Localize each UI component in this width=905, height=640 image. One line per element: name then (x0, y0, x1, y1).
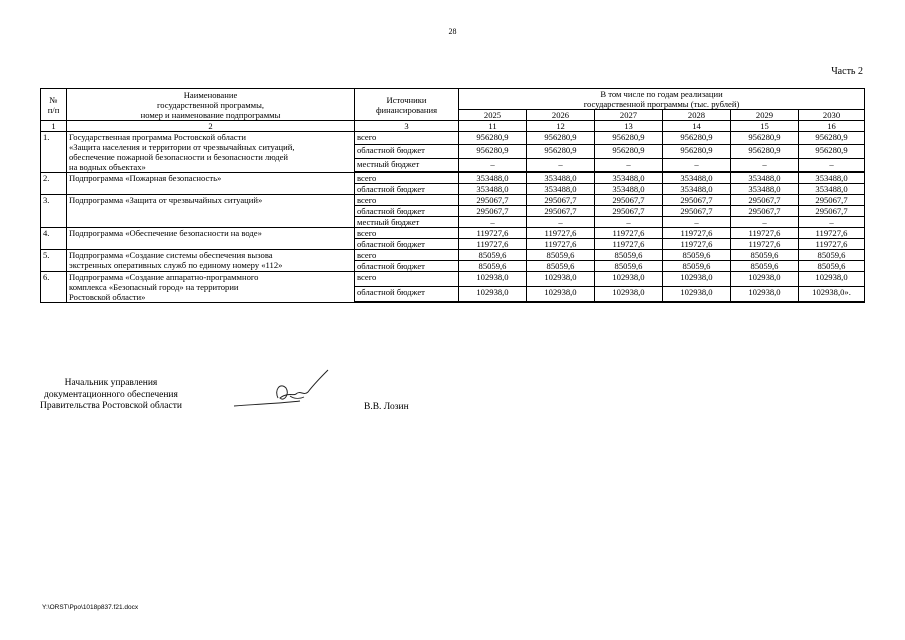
amount-cell (527, 301, 595, 302)
header-index-cell: 11 (459, 121, 527, 132)
amount-cell: 956280,9 (799, 132, 865, 145)
program-name: Подпрограмма «Защита от чрезвычайных ситуаций» (67, 195, 355, 228)
funding-source: областной бюджет (355, 184, 459, 195)
amount-cell: 353488,0 (595, 184, 663, 195)
row-number: 4. (41, 228, 67, 250)
amount-cell: 353488,0 (459, 173, 527, 184)
financing-table (40, 88, 865, 303)
header-year: 2030 (799, 110, 865, 121)
program-name: Подпрограмма «Обеспечение безопасности на воде» (67, 228, 355, 250)
amount-cell: 85059,6 (527, 261, 595, 272)
row-number: 6. (41, 272, 67, 303)
amount-cell (663, 301, 731, 302)
header-index-cell: 16 (799, 121, 865, 132)
amount-cell: 119727,6 (595, 239, 663, 250)
amount-cell: 353488,0 (731, 173, 799, 184)
signer-name: В.В. Лозин (364, 402, 409, 412)
amount-cell: 85059,6 (799, 250, 865, 261)
amount-cell: – (731, 158, 799, 171)
signature-position: Начальник управления документационного обеспечения Правительства Ростовской области (40, 378, 182, 411)
amount-cell: 119727,6 (459, 228, 527, 239)
header-num: № п/п (41, 89, 67, 121)
header-source: Источники финансирования (355, 89, 459, 121)
table-row (41, 250, 865, 261)
amount-cell: 85059,6 (799, 261, 865, 272)
header-index-cell: 13 (595, 121, 663, 132)
amount-cell: 353488,0 (527, 184, 595, 195)
amount-cell: 956280,9 (527, 132, 595, 145)
amount-cell: 956280,9 (799, 145, 865, 158)
amount-cell: – (459, 217, 527, 228)
amount-cell: – (459, 158, 527, 171)
amount-cell: 353488,0 (663, 184, 731, 195)
amount-cell (799, 301, 865, 302)
amount-cell: 85059,6 (459, 261, 527, 272)
amount-cell: 353488,0 (527, 173, 595, 184)
header-year: 2025 (459, 110, 527, 121)
amount-cell: 295067,7 (595, 206, 663, 217)
header-index-cell: 15 (731, 121, 799, 132)
funding-source: областной бюджет (355, 261, 459, 272)
header-name: Наименование государственной программы, номер и наименование подпрограммы (67, 89, 355, 121)
amount-cell: 119727,6 (731, 228, 799, 239)
header-index-cell: 1 (41, 121, 67, 132)
amount-cell: – (799, 158, 865, 171)
amount-cell: 102938,0 (459, 286, 527, 301)
header-years-group: В том числе по годам реализации государственной программы (тыс. рублей) (459, 89, 865, 110)
amount-cell: 102938,0 (663, 272, 731, 287)
amount-cell: – (663, 158, 731, 171)
handwritten-signature (230, 368, 340, 413)
table-row (41, 173, 865, 184)
funding-source: всего (355, 228, 459, 239)
amount-cell: 85059,6 (459, 250, 527, 261)
funding-source: местный бюджет (355, 217, 459, 228)
row-number: 2. (41, 173, 67, 195)
amount-cell: 295067,7 (459, 206, 527, 217)
amount-cell: 956280,9 (459, 145, 527, 158)
amount-cell: 85059,6 (595, 250, 663, 261)
funding-source (355, 301, 459, 302)
amount-cell: 353488,0 (799, 184, 865, 195)
amount-cell: 295067,7 (527, 195, 595, 206)
table-row (41, 195, 865, 206)
amount-cell: – (595, 158, 663, 171)
amount-cell: 956280,9 (527, 145, 595, 158)
amount-cell: 956280,9 (595, 132, 663, 145)
amount-cell: 956280,9 (595, 145, 663, 158)
funding-source: всего (355, 132, 459, 145)
amount-cell (459, 301, 527, 302)
funding-source: областной бюджет (355, 206, 459, 217)
amount-cell: 295067,7 (459, 195, 527, 206)
row-number: 3. (41, 195, 67, 228)
amount-cell: 102938,0 (527, 272, 595, 287)
amount-cell: 119727,6 (595, 228, 663, 239)
amount-cell: 119727,6 (663, 239, 731, 250)
header-year: 2028 (663, 110, 731, 121)
amount-cell: 119727,6 (527, 239, 595, 250)
amount-cell: – (731, 217, 799, 228)
amount-cell: 102938,0 (595, 286, 663, 301)
row-number: 1. (41, 132, 67, 173)
amount-cell: 102938,0 (731, 286, 799, 301)
amount-cell: 956280,9 (731, 132, 799, 145)
amount-cell (731, 301, 799, 302)
amount-cell: 956280,9 (663, 132, 731, 145)
amount-cell: 295067,7 (799, 206, 865, 217)
amount-cell: 102938,0 (527, 286, 595, 301)
amount-cell: 85059,6 (663, 250, 731, 261)
amount-cell: – (663, 217, 731, 228)
amount-cell: 956280,9 (731, 145, 799, 158)
amount-cell: 102938,0 (663, 286, 731, 301)
amount-cell: 353488,0 (459, 184, 527, 195)
amount-cell: 119727,6 (663, 228, 731, 239)
amount-cell: 102938,0 (799, 272, 865, 287)
amount-cell: 295067,7 (731, 195, 799, 206)
amount-cell: 119727,6 (799, 228, 865, 239)
funding-source: областной бюджет (355, 145, 459, 158)
header-year: 2029 (731, 110, 799, 121)
amount-cell: – (595, 217, 663, 228)
amount-cell: 85059,6 (527, 250, 595, 261)
amount-cell: 119727,6 (527, 228, 595, 239)
amount-cell: 956280,9 (459, 132, 527, 145)
header-index-cell: 14 (663, 121, 731, 132)
table-row (41, 132, 865, 145)
amount-cell: 102938,0 (731, 272, 799, 287)
amount-cell: 353488,0 (595, 173, 663, 184)
amount-cell: 119727,6 (799, 239, 865, 250)
amount-cell: 353488,0 (731, 184, 799, 195)
file-path: Y:\ORST\Ppo\1018p837.f21.docx (42, 604, 139, 611)
amount-cell: 956280,9 (663, 145, 731, 158)
amount-cell: 102938,0 (459, 272, 527, 287)
funding-source: всего (355, 173, 459, 184)
row-number: 5. (41, 250, 67, 272)
amount-cell: – (527, 158, 595, 171)
header-year: 2026 (527, 110, 595, 121)
amount-cell: 119727,6 (459, 239, 527, 250)
amount-cell: 353488,0 (799, 173, 865, 184)
funding-source: всего (355, 195, 459, 206)
amount-cell: 295067,7 (731, 206, 799, 217)
amount-cell: 102938,0». (799, 286, 865, 301)
amount-cell: 353488,0 (663, 173, 731, 184)
amount-cell: 295067,7 (799, 195, 865, 206)
funding-source: местный бюджет (355, 158, 459, 171)
amount-cell: 85059,6 (663, 261, 731, 272)
amount-cell: 85059,6 (731, 261, 799, 272)
header-year: 2027 (595, 110, 663, 121)
amount-cell: – (799, 217, 865, 228)
amount-cell: 119727,6 (731, 239, 799, 250)
funding-source: областной бюджет (355, 286, 459, 301)
funding-source: областной бюджет (355, 239, 459, 250)
table-row (41, 272, 865, 287)
program-name: Подпрограмма «Пожарная безопасность» (67, 173, 355, 195)
amount-cell: 295067,7 (527, 206, 595, 217)
header-index-cell: 2 (67, 121, 355, 132)
funding-source: всего (355, 272, 459, 287)
page-number: 28 (448, 27, 457, 36)
amount-cell (595, 301, 663, 302)
header-index-cell: 12 (527, 121, 595, 132)
funding-source: всего (355, 250, 459, 261)
amount-cell: 102938,0 (595, 272, 663, 287)
amount-cell: 295067,7 (663, 195, 731, 206)
table-row (41, 228, 865, 239)
amount-cell: – (527, 217, 595, 228)
program-name: Государственная программа Ростовской области «Защита населения и территории от чрезвычайных ситуаций, обеспечение пожарной безопасности и безопасности людей на водных объектах» (67, 132, 355, 173)
amount-cell: 295067,7 (595, 195, 663, 206)
header-index-cell: 3 (355, 121, 459, 132)
part-label: Часть 2 (831, 66, 863, 77)
amount-cell: 85059,6 (731, 250, 799, 261)
amount-cell: 85059,6 (595, 261, 663, 272)
amount-cell: 295067,7 (663, 206, 731, 217)
program-name: Подпрограмма «Создание аппаратно-программного комплекса «Безопасный город» на территории Ростовской области» (67, 272, 355, 303)
program-name: Подпрограмма «Создание системы обеспечения вызова экстренных оперативных служб по единому номеру «112» (67, 250, 355, 272)
